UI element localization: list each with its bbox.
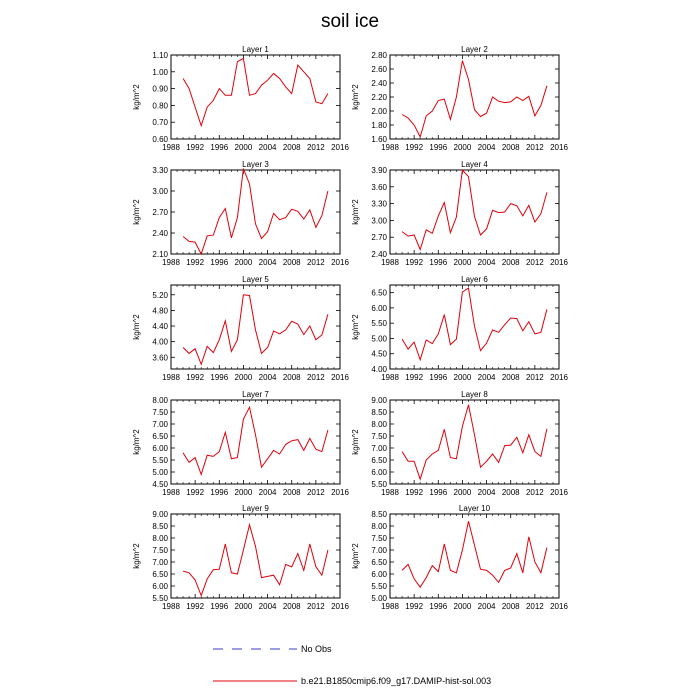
y-axis-label: kg/m^2 xyxy=(132,429,141,455)
x-tick-label: 2004 xyxy=(477,488,496,497)
layer-10-panel xyxy=(351,504,568,611)
x-tick-label: 1996 xyxy=(429,602,448,611)
panel-title: Layer 5 xyxy=(242,275,269,284)
layer-7-panel xyxy=(132,390,349,497)
x-tick-label: 2004 xyxy=(477,602,496,611)
x-tick-label: 2012 xyxy=(306,258,325,267)
x-tick-label: 2004 xyxy=(258,488,277,497)
x-tick-label: 2000 xyxy=(234,258,253,267)
plot-frame xyxy=(171,400,340,484)
panel-grid xyxy=(132,45,568,611)
y-tick-label: 5.50 xyxy=(371,582,387,591)
series-line xyxy=(402,288,547,360)
x-tick-label: 2000 xyxy=(453,602,472,611)
y-axis-label: kg/m^2 xyxy=(351,84,360,110)
x-tick-label: 1992 xyxy=(405,602,424,611)
panel-title: Layer 3 xyxy=(242,160,269,169)
y-tick-label: 2.00 xyxy=(371,107,387,116)
layer-2-panel xyxy=(351,45,568,152)
layer-4-panel xyxy=(351,160,568,267)
x-tick-label: 2012 xyxy=(525,488,544,497)
x-tick-label: 1996 xyxy=(210,373,229,382)
series-line xyxy=(183,525,328,596)
x-tick-label: 2008 xyxy=(501,373,520,382)
y-axis-label: kg/m^2 xyxy=(132,199,141,225)
series-line xyxy=(402,170,547,250)
x-tick-label: 1988 xyxy=(162,488,180,497)
x-tick-label: 1996 xyxy=(429,143,448,152)
x-tick-label: 1988 xyxy=(381,143,399,152)
x-tick-label: 1988 xyxy=(162,258,180,267)
panel-title: Layer 10 xyxy=(458,504,491,513)
x-tick-label: 1996 xyxy=(429,258,448,267)
x-tick-label: 2000 xyxy=(234,488,253,497)
x-tick-label: 2016 xyxy=(331,488,349,497)
x-tick-label: 2012 xyxy=(525,258,544,267)
x-tick-label: 1988 xyxy=(381,373,399,382)
x-tick-label: 1988 xyxy=(381,602,399,611)
x-tick-label: 2016 xyxy=(550,143,568,152)
x-tick-label: 1988 xyxy=(162,373,180,382)
y-tick-label: 6.50 xyxy=(152,570,168,579)
x-tick-label: 2008 xyxy=(282,258,301,267)
figure-title: soil ice xyxy=(320,11,380,32)
x-tick-label: 1992 xyxy=(186,373,205,382)
plot-frame xyxy=(171,514,340,598)
y-tick-label: 8.00 xyxy=(371,420,387,429)
x-tick-label: 2004 xyxy=(258,258,277,267)
y-axis-label: kg/m^2 xyxy=(351,314,360,340)
y-tick-label: 7.00 xyxy=(152,420,168,429)
x-tick-label: 2008 xyxy=(282,143,301,152)
y-tick-label: 7.00 xyxy=(152,558,168,567)
x-tick-label: 2004 xyxy=(477,258,496,267)
x-tick-label: 2012 xyxy=(525,602,544,611)
x-tick-label: 1996 xyxy=(210,143,229,152)
panel-title: Layer 8 xyxy=(461,390,488,399)
x-tick-label: 2004 xyxy=(258,602,277,611)
y-tick-label: 0.90 xyxy=(152,84,168,94)
y-tick-label: 5.20 xyxy=(152,290,168,300)
series-line xyxy=(402,61,547,137)
y-tick-label: 3.30 xyxy=(371,199,387,209)
y-tick-label: 2.40 xyxy=(152,229,168,238)
y-axis-label: kg/m^2 xyxy=(351,199,360,225)
y-tick-label: 2.60 xyxy=(371,65,387,74)
x-tick-label: 2012 xyxy=(525,373,544,382)
x-tick-label: 2008 xyxy=(501,488,520,497)
y-tick-label: 7.50 xyxy=(152,546,168,555)
x-tick-label: 1992 xyxy=(186,602,205,611)
y-tick-label: 5.50 xyxy=(371,319,387,329)
y-tick-label: 4.40 xyxy=(152,322,168,332)
y-tick-label: 3.00 xyxy=(371,216,387,226)
x-tick-label: 2008 xyxy=(282,373,301,382)
x-tick-label: 2012 xyxy=(306,143,325,152)
y-tick-label: 9.00 xyxy=(152,510,168,519)
x-tick-label: 2012 xyxy=(306,488,325,497)
x-tick-label: 2004 xyxy=(258,143,277,152)
y-tick-label: 2.10 xyxy=(152,250,168,259)
series-line xyxy=(183,407,328,474)
y-tick-label: 6.00 xyxy=(371,303,387,313)
x-tick-label: 2000 xyxy=(234,602,253,611)
series-line xyxy=(402,405,547,479)
x-tick-label: 1992 xyxy=(186,488,205,497)
y-tick-label: 9.00 xyxy=(371,396,387,405)
y-tick-label: 1.10 xyxy=(152,51,168,60)
y-axis-label: kg/m^2 xyxy=(132,84,141,110)
layer-9-panel xyxy=(132,504,349,611)
y-tick-label: 7.00 xyxy=(371,444,387,453)
y-tick-label: 0.70 xyxy=(152,118,168,128)
y-tick-label: 8.50 xyxy=(371,510,387,519)
x-tick-label: 1996 xyxy=(429,488,448,497)
legend-no-obs-label: No Obs xyxy=(301,644,332,654)
y-tick-label: 3.60 xyxy=(371,182,387,192)
y-tick-label: 4.80 xyxy=(152,306,168,316)
x-tick-label: 2016 xyxy=(550,258,568,267)
y-tick-label: 7.00 xyxy=(371,546,387,555)
x-tick-label: 2000 xyxy=(234,373,253,382)
x-tick-label: 2008 xyxy=(501,258,520,267)
y-axis-label: kg/m^2 xyxy=(351,429,360,455)
y-tick-label: 8.50 xyxy=(152,522,168,531)
plot-frame xyxy=(390,400,559,484)
y-tick-label: 0.80 xyxy=(152,101,168,111)
y-tick-label: 3.90 xyxy=(371,166,387,175)
y-tick-label: 3.00 xyxy=(152,187,168,196)
y-tick-label: 2.20 xyxy=(371,93,387,102)
x-tick-label: 2008 xyxy=(501,143,520,152)
y-tick-label: 6.50 xyxy=(371,288,387,298)
series-line xyxy=(183,169,328,254)
x-tick-label: 2016 xyxy=(331,143,349,152)
y-tick-label: 5.50 xyxy=(371,480,387,489)
x-tick-label: 1996 xyxy=(210,602,229,611)
y-tick-label: 6.50 xyxy=(371,456,387,465)
y-tick-label: 2.40 xyxy=(371,79,387,88)
y-tick-label: 2.80 xyxy=(371,51,387,60)
y-tick-label: 1.80 xyxy=(371,121,387,130)
y-axis-label: kg/m^2 xyxy=(132,543,141,569)
x-tick-label: 2004 xyxy=(258,373,277,382)
y-tick-label: 6.00 xyxy=(152,582,168,591)
series-line xyxy=(183,295,328,365)
x-tick-label: 1992 xyxy=(186,258,205,267)
y-tick-label: 6.00 xyxy=(152,444,168,453)
x-tick-label: 2000 xyxy=(453,488,472,497)
x-tick-label: 2004 xyxy=(477,143,496,152)
y-tick-label: 8.00 xyxy=(152,396,168,405)
y-tick-label: 2.70 xyxy=(371,233,387,243)
y-tick-label: 8.50 xyxy=(371,408,387,417)
y-tick-label: 1.00 xyxy=(152,67,168,77)
y-tick-label: 7.50 xyxy=(152,408,168,417)
y-tick-label: 5.50 xyxy=(152,594,168,603)
layer-3-panel xyxy=(132,160,349,267)
panel-title: Layer 6 xyxy=(461,275,488,284)
y-tick-label: 0.60 xyxy=(152,135,168,144)
y-tick-label: 6.50 xyxy=(371,558,387,567)
layer-6-panel xyxy=(351,275,568,382)
y-tick-label: 6.00 xyxy=(371,570,387,579)
x-tick-label: 1992 xyxy=(405,143,424,152)
y-tick-label: 5.00 xyxy=(152,468,168,477)
x-tick-label: 1996 xyxy=(210,258,229,267)
y-tick-label: 8.00 xyxy=(371,522,387,531)
panel-title: Layer 2 xyxy=(461,45,488,54)
y-tick-label: 6.00 xyxy=(371,468,387,477)
panel-title: Layer 7 xyxy=(242,390,269,399)
x-tick-label: 2008 xyxy=(282,602,301,611)
y-tick-label: 2.40 xyxy=(371,250,387,259)
x-tick-label: 1992 xyxy=(186,143,205,152)
y-tick-label: 6.50 xyxy=(152,432,168,441)
x-tick-label: 1992 xyxy=(405,488,424,497)
legend xyxy=(213,644,491,686)
x-tick-label: 2000 xyxy=(234,143,253,152)
y-tick-label: 8.00 xyxy=(152,534,168,543)
y-tick-label: 4.50 xyxy=(152,480,168,489)
panel-title: Layer 4 xyxy=(461,160,488,169)
x-tick-label: 1996 xyxy=(429,373,448,382)
x-tick-label: 1988 xyxy=(162,602,180,611)
x-tick-label: 1996 xyxy=(210,488,229,497)
layer-8-panel xyxy=(351,390,568,497)
x-tick-label: 2016 xyxy=(550,488,568,497)
x-tick-label: 2012 xyxy=(306,602,325,611)
x-tick-label: 2000 xyxy=(453,373,472,382)
y-tick-label: 7.50 xyxy=(371,534,387,543)
series-line xyxy=(183,58,328,125)
x-tick-label: 2012 xyxy=(306,373,325,382)
x-tick-label: 2016 xyxy=(331,373,349,382)
x-tick-label: 2016 xyxy=(331,258,349,267)
y-tick-label: 5.00 xyxy=(371,594,387,603)
x-tick-label: 2000 xyxy=(453,143,472,152)
x-tick-label: 2008 xyxy=(282,488,301,497)
panel-title: Layer 9 xyxy=(242,504,269,513)
x-tick-label: 2016 xyxy=(550,373,568,382)
y-tick-label: 3.30 xyxy=(152,166,168,175)
y-tick-label: 4.00 xyxy=(152,337,168,347)
plot-frame xyxy=(390,170,559,254)
y-tick-label: 7.50 xyxy=(371,432,387,441)
plot-frame xyxy=(171,170,340,254)
y-tick-label: 2.70 xyxy=(152,208,168,217)
panel-title: Layer 1 xyxy=(242,45,269,54)
y-tick-label: 5.00 xyxy=(371,334,387,344)
y-tick-label: 5.50 xyxy=(152,456,168,465)
layer-5-panel xyxy=(132,275,349,382)
y-tick-label: 4.00 xyxy=(371,365,387,374)
x-tick-label: 1992 xyxy=(405,373,424,382)
y-axis-label: kg/m^2 xyxy=(351,543,360,569)
x-tick-label: 2016 xyxy=(331,602,349,611)
x-tick-label: 2016 xyxy=(550,602,568,611)
y-tick-label: 4.50 xyxy=(371,349,387,359)
x-tick-label: 1992 xyxy=(405,258,424,267)
series-line xyxy=(402,521,547,587)
x-tick-label: 1988 xyxy=(381,488,399,497)
y-tick-label: 1.60 xyxy=(371,135,387,144)
legend-model-label: b.e21.B1850cmip6.f09_g17.DAMIP-hist-sol.003 xyxy=(301,676,492,686)
y-tick-label: 3.60 xyxy=(152,353,168,363)
x-tick-label: 2012 xyxy=(525,143,544,152)
x-tick-label: 1988 xyxy=(381,258,399,267)
x-tick-label: 2004 xyxy=(477,373,496,382)
x-tick-label: 2008 xyxy=(501,602,520,611)
x-tick-label: 1988 xyxy=(162,143,180,152)
layer-1-panel xyxy=(132,45,349,152)
x-tick-label: 2000 xyxy=(453,258,472,267)
y-axis-label: kg/m^2 xyxy=(132,314,141,340)
